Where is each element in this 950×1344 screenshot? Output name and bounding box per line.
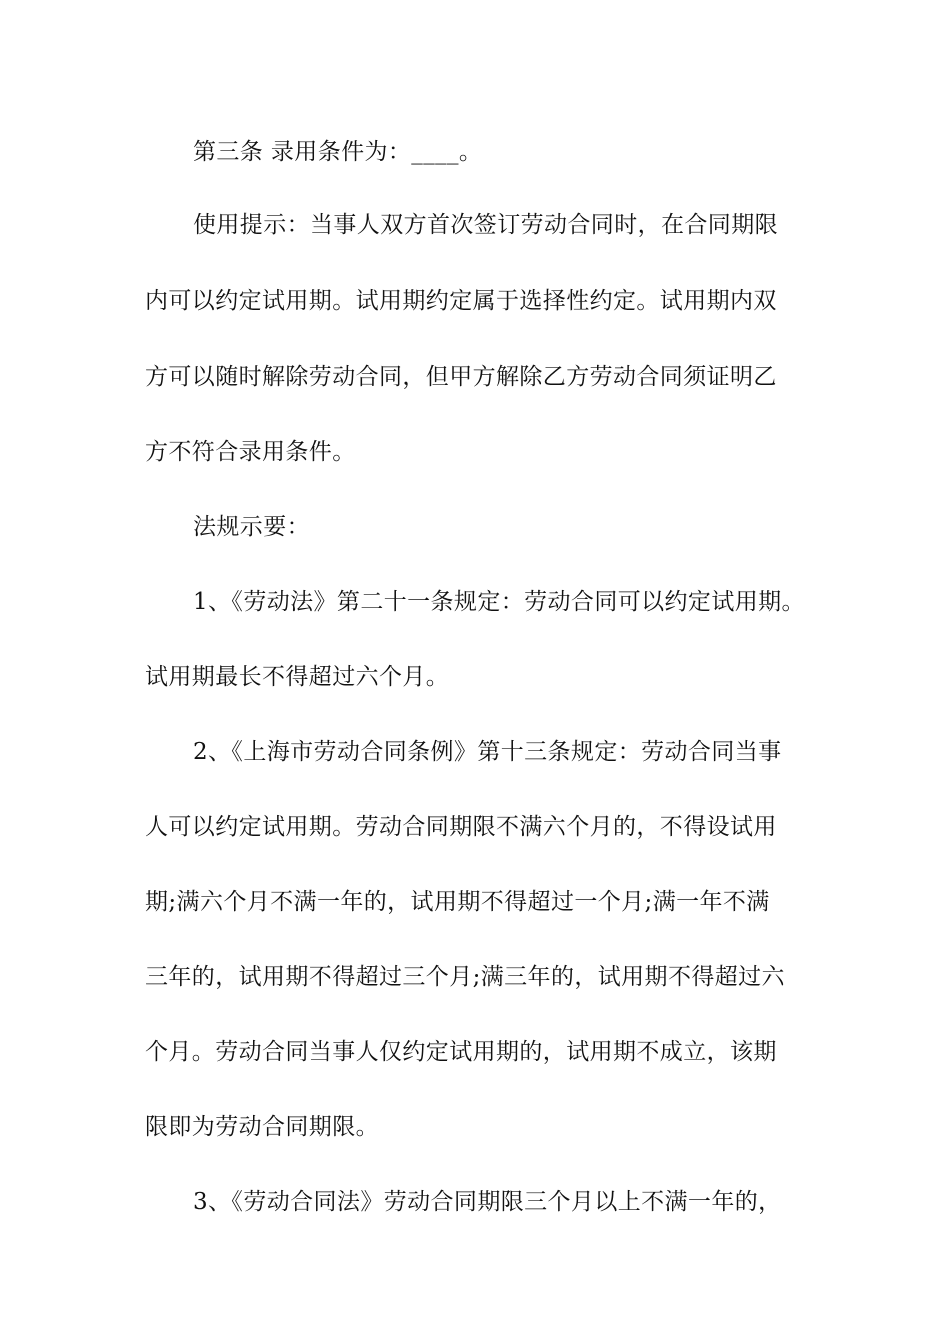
usage-tip-line-2: 内可以约定试用期。试用期约定属于选择性约定。试用期内双 [145,288,777,314]
regulation-2-line-6: 限即为劳动合同期限。 [145,1114,379,1140]
usage-tip-line-4: 方不符合录用条件。 [145,439,356,465]
regulation-3-line-1: 3、《劳动合同法》劳动合同期限三个月以上不满一年的， [193,1189,782,1215]
regulation-2-line-4: 三年的，试用期不得超过三个月;满三年的，试用期不得超过六 [145,964,785,990]
regulations-heading: 法规示要： [193,514,310,540]
regulation-2-line-3: 期;满六个月不满一年的，试用期不得超过一个月;满一年不满 [145,889,770,915]
regulation-2-line-1: 2、《上海市劳动合同条例》第十三条规定：劳动合同当事 [193,739,782,765]
regulation-2-line-2: 人可以约定试用期。劳动合同期限不满六个月的，不得设试用 [145,814,777,840]
regulation-1-line-2: 试用期最长不得超过六个月。 [145,664,450,690]
regulation-2-line-5: 个月。劳动合同当事人仅约定试用期的，试用期不成立，该期 [145,1039,777,1065]
article-three-line: 第三条 录用条件为：____。 [193,139,483,165]
regulation-1-line-1: 1、《劳动法》第二十一条规定：劳动合同可以约定试用期。 [193,589,805,615]
usage-tip-line-3: 方可以随时解除劳动合同，但甲方解除乙方劳动合同须证明乙 [145,364,777,390]
usage-tip-line-1: 使用提示：当事人双方首次签订劳动合同时，在合同期限 [193,212,778,238]
